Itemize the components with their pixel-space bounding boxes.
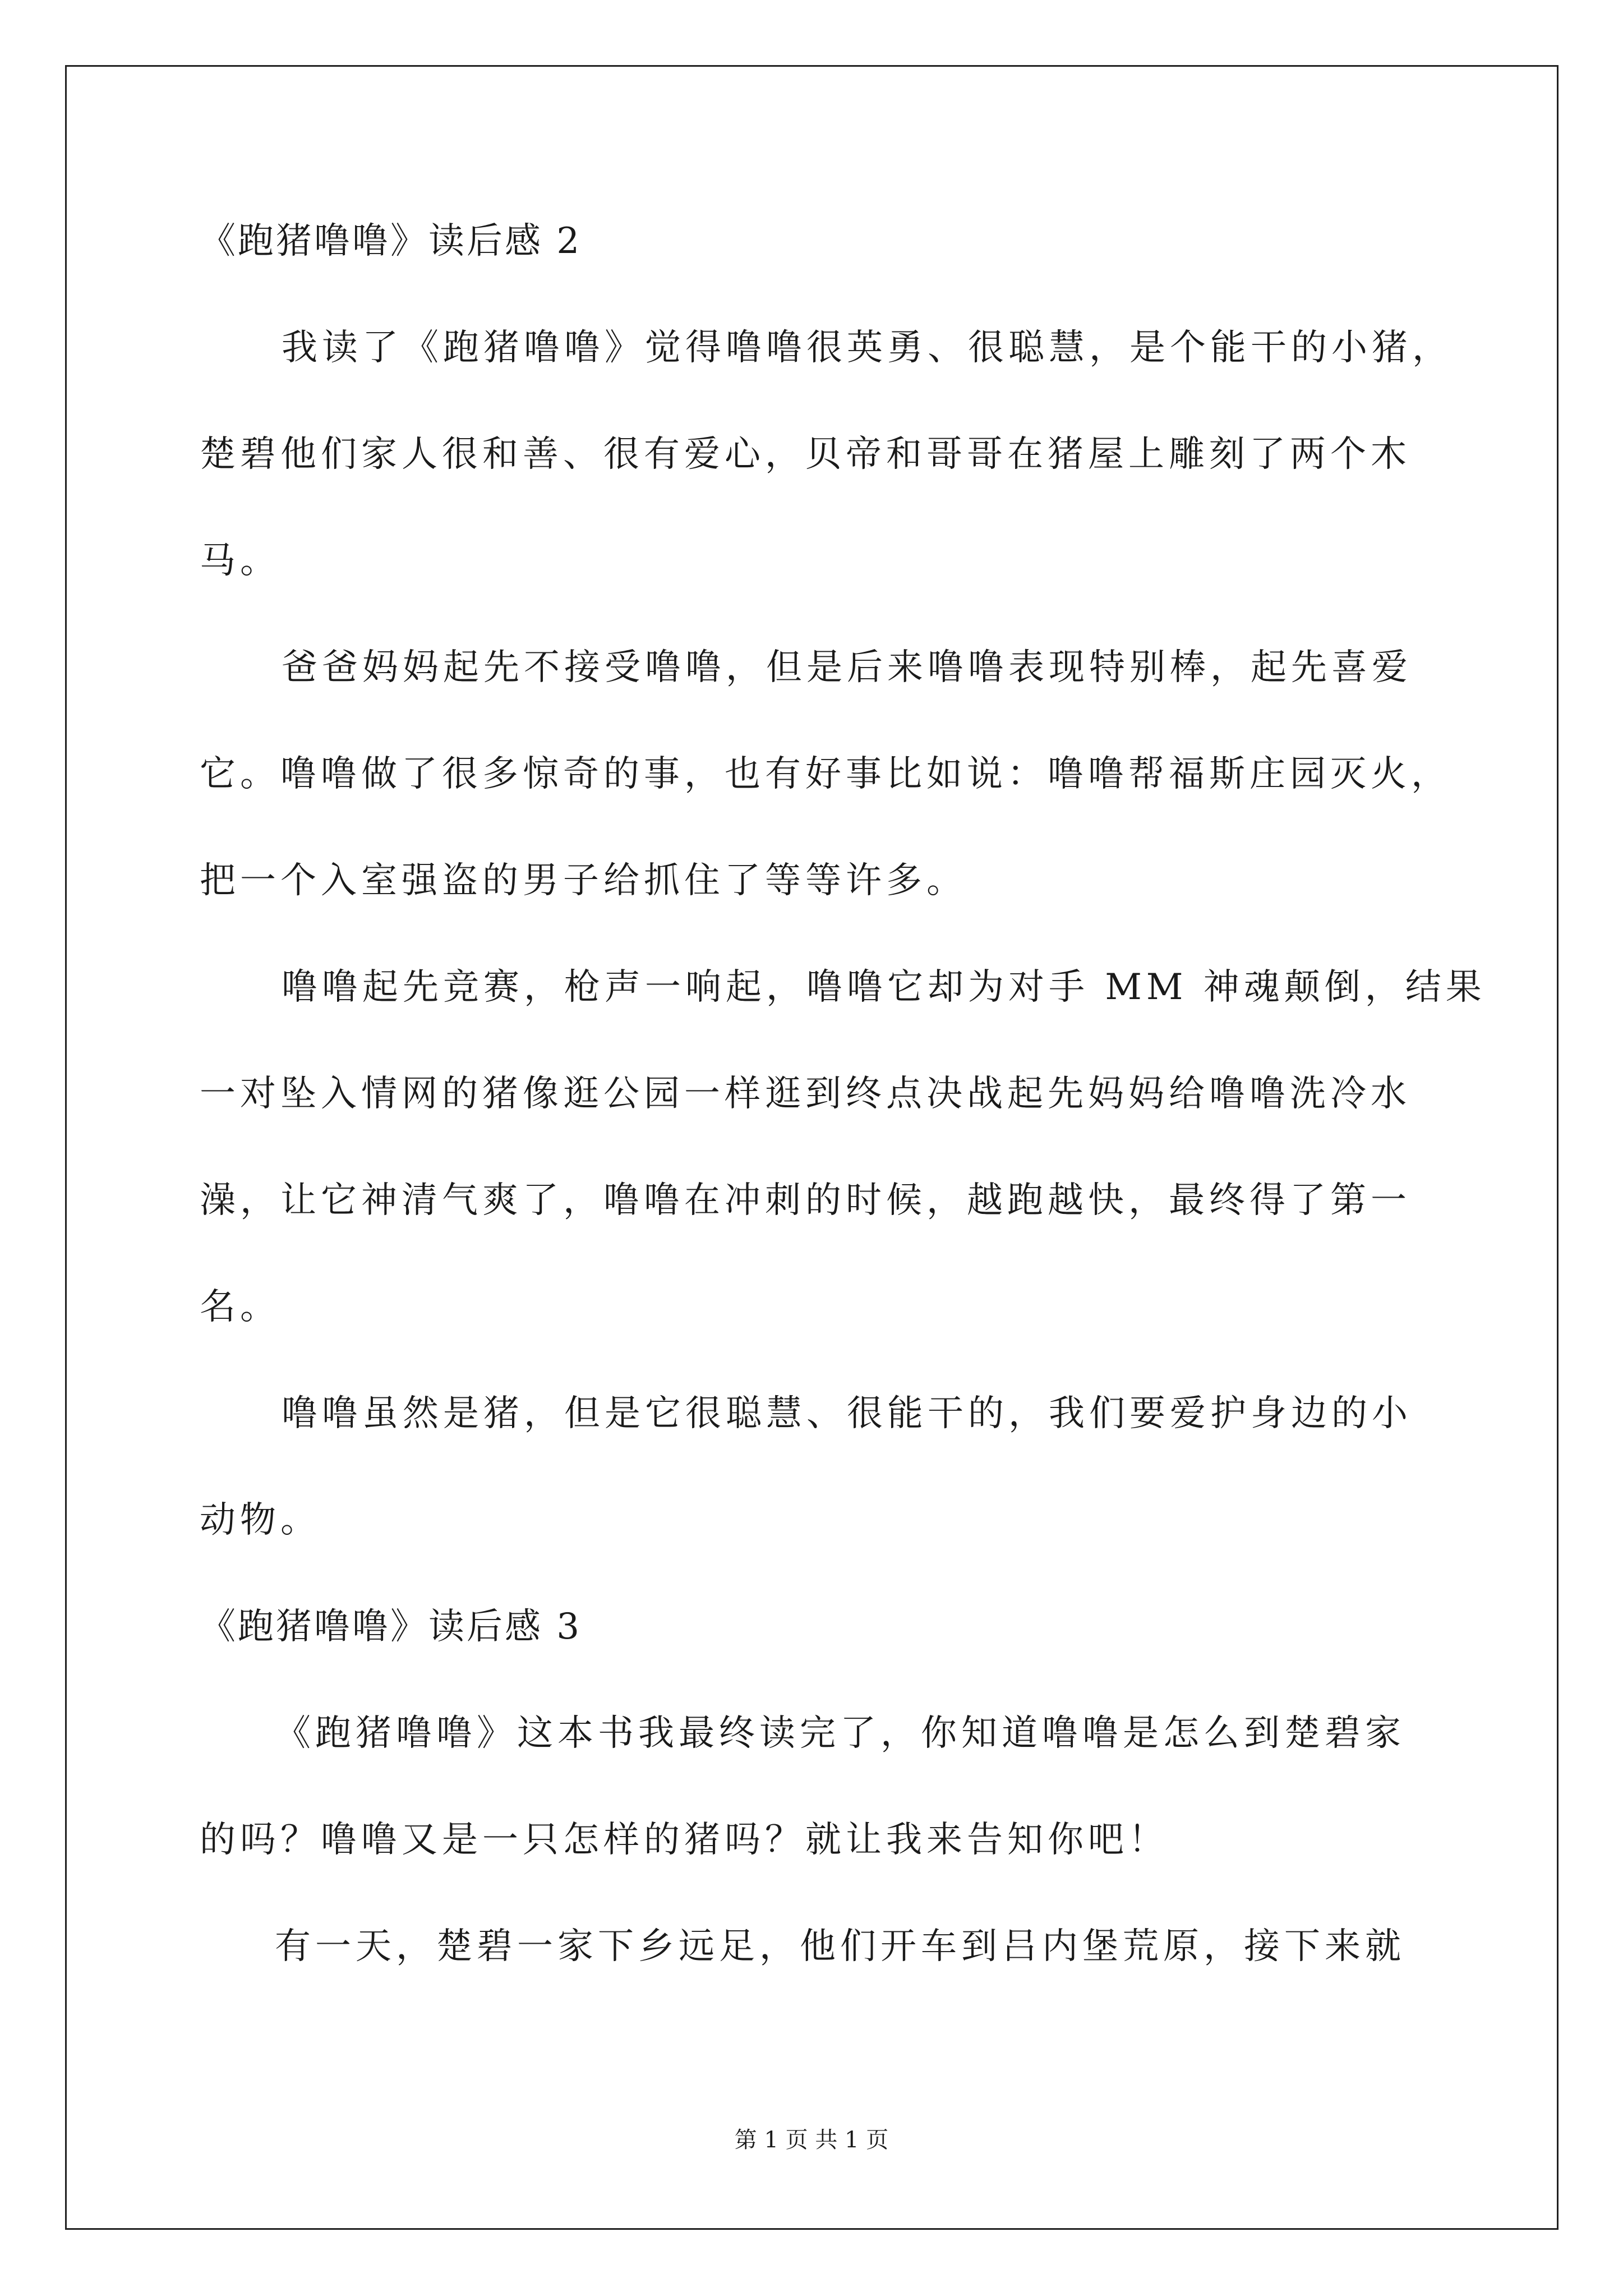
paragraph-line: 爸爸妈妈起先不接受噜噜，但是后来噜噜表现特别棒，起先喜爱 [282, 647, 1412, 688]
paragraph-line: 动物。 [200, 1499, 321, 1541]
paragraph-line: 《跑猪噜噜》这本书我最终读完了，你知道噜噜是怎么到楚碧家 [275, 1713, 1405, 1754]
paragraph-line: 有一天，楚碧一家下乡远足，他们开车到吕内堡荒原，接下来就 [275, 1926, 1405, 1967]
page-border [65, 65, 1559, 2230]
paragraph-line: 噜噜起先竞赛，枪声一响起，噜噜它却为对手 MM 神魂颠倒，结果 [282, 967, 1486, 1008]
paragraph-line: 澡，让它神清气爽了，噜噜在冲刺的时候，越跑越快，最终得了第一 [200, 1180, 1411, 1221]
paragraph-line: 它。噜噜做了很多惊奇的事，也有好事比如说：噜噜帮福斯庄园灭火， [200, 753, 1451, 795]
paragraph-line: 一对坠入情网的猪像逛公园一样逛到终点决战起先妈妈给噜噜洗冷水 [200, 1073, 1411, 1115]
paragraph-line: 我读了《跑猪噜噜》觉得噜噜很英勇、很聪慧，是个能干的小猪， [282, 327, 1453, 369]
section-heading-3: 《跑猪噜噜》读后感 3 [200, 1606, 582, 1648]
page-footer: 第 1 页 共 1 页 [734, 2127, 889, 2153]
paragraph-line: 的吗？噜噜又是一只怎样的猪吗？就让我来告知你吧！ [200, 1819, 1169, 1861]
section-heading-2: 《跑猪噜噜》读后感 2 [200, 220, 582, 262]
paragraph-line: 马。 [200, 540, 280, 582]
paragraph-line: 名。 [200, 1286, 280, 1328]
paragraph-line: 楚碧他们家人很和善、很有爱心，贝帝和哥哥在猪屋上雕刻了两个木 [200, 434, 1411, 475]
paragraph-line: 噜噜虽然是猪，但是它很聪慧、很能干的，我们要爱护身边的小 [282, 1393, 1412, 1434]
paragraph-line: 把一个入室强盗的男子给抓住了等等许多。 [200, 860, 967, 901]
